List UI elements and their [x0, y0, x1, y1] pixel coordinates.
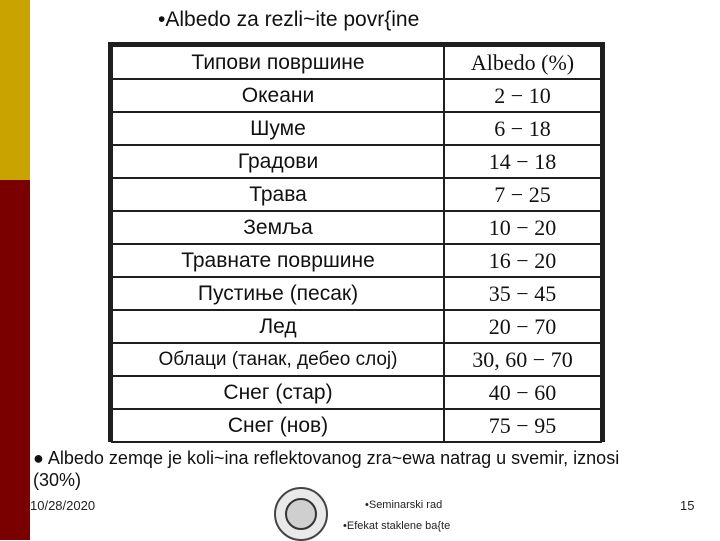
albedo-cell: 10 − 20	[444, 211, 601, 244]
surface-cell: Пустиње (песак)	[112, 277, 444, 310]
surface-cell: Шуме	[112, 112, 444, 145]
surface-cell: Снег (нов)	[112, 409, 444, 442]
footer-date: 10/28/2020	[30, 498, 96, 513]
albedo-table-grid	[111, 45, 602, 443]
surface-cell: Лед	[112, 310, 444, 343]
table-row	[112, 244, 601, 277]
albedo-table	[108, 42, 605, 442]
table-row	[112, 310, 601, 343]
albedo-cell: 6 − 18	[444, 112, 601, 145]
albedo-cell: 35 − 45	[444, 277, 601, 310]
table-row	[112, 178, 601, 211]
table-row	[112, 211, 601, 244]
albedo-cell: 20 − 70	[444, 310, 601, 343]
table-row	[112, 79, 601, 112]
albedo-cell: 16 − 20	[444, 244, 601, 277]
slide-title: •Albedo za rezli~ite povr{ine	[158, 8, 420, 31]
albedo-cell: 14 − 18	[444, 145, 601, 178]
table-header-row	[112, 46, 601, 79]
table-row	[112, 409, 601, 442]
footer-topic-label: •Efekat staklene ba{te	[343, 520, 451, 532]
table-row	[112, 376, 601, 409]
page-number: 15	[680, 498, 695, 513]
surface-cell: Облаци (танак, дебео слој)	[112, 343, 444, 376]
seal-inner-emblem	[285, 498, 317, 530]
albedo-cell: 75 − 95	[444, 409, 601, 442]
surface-cell: Океани	[112, 79, 444, 112]
surface-cell: Земља	[112, 211, 444, 244]
table-row	[112, 343, 601, 376]
footer-seminar-label: •Seminarski rad	[365, 499, 443, 511]
table-row	[112, 277, 601, 310]
red-side-bar	[0, 180, 30, 540]
surface-cell: Градови	[112, 145, 444, 178]
albedo-note: ● Albedo zemqe je koli~ina reflektovanog zra~ewa natrag u svemir, iznosi (30%)	[33, 448, 620, 490]
header-surface-type: Типови површине	[112, 46, 444, 79]
table-row	[112, 112, 601, 145]
table-row	[112, 145, 601, 178]
surface-cell: Снег (стар)	[112, 376, 444, 409]
albedo-cell: 2 − 10	[444, 79, 601, 112]
albedo-cell: 7 − 25	[444, 178, 601, 211]
gold-side-bar	[0, 0, 30, 180]
university-seal-logo	[274, 487, 328, 541]
header-albedo: Albedo (%)	[444, 46, 601, 79]
albedo-cell: 40 − 60	[444, 376, 601, 409]
albedo-cell: 30, 60 − 70	[444, 343, 601, 376]
surface-cell: Трава	[112, 178, 444, 211]
surface-cell: Травнате површине	[112, 244, 444, 277]
